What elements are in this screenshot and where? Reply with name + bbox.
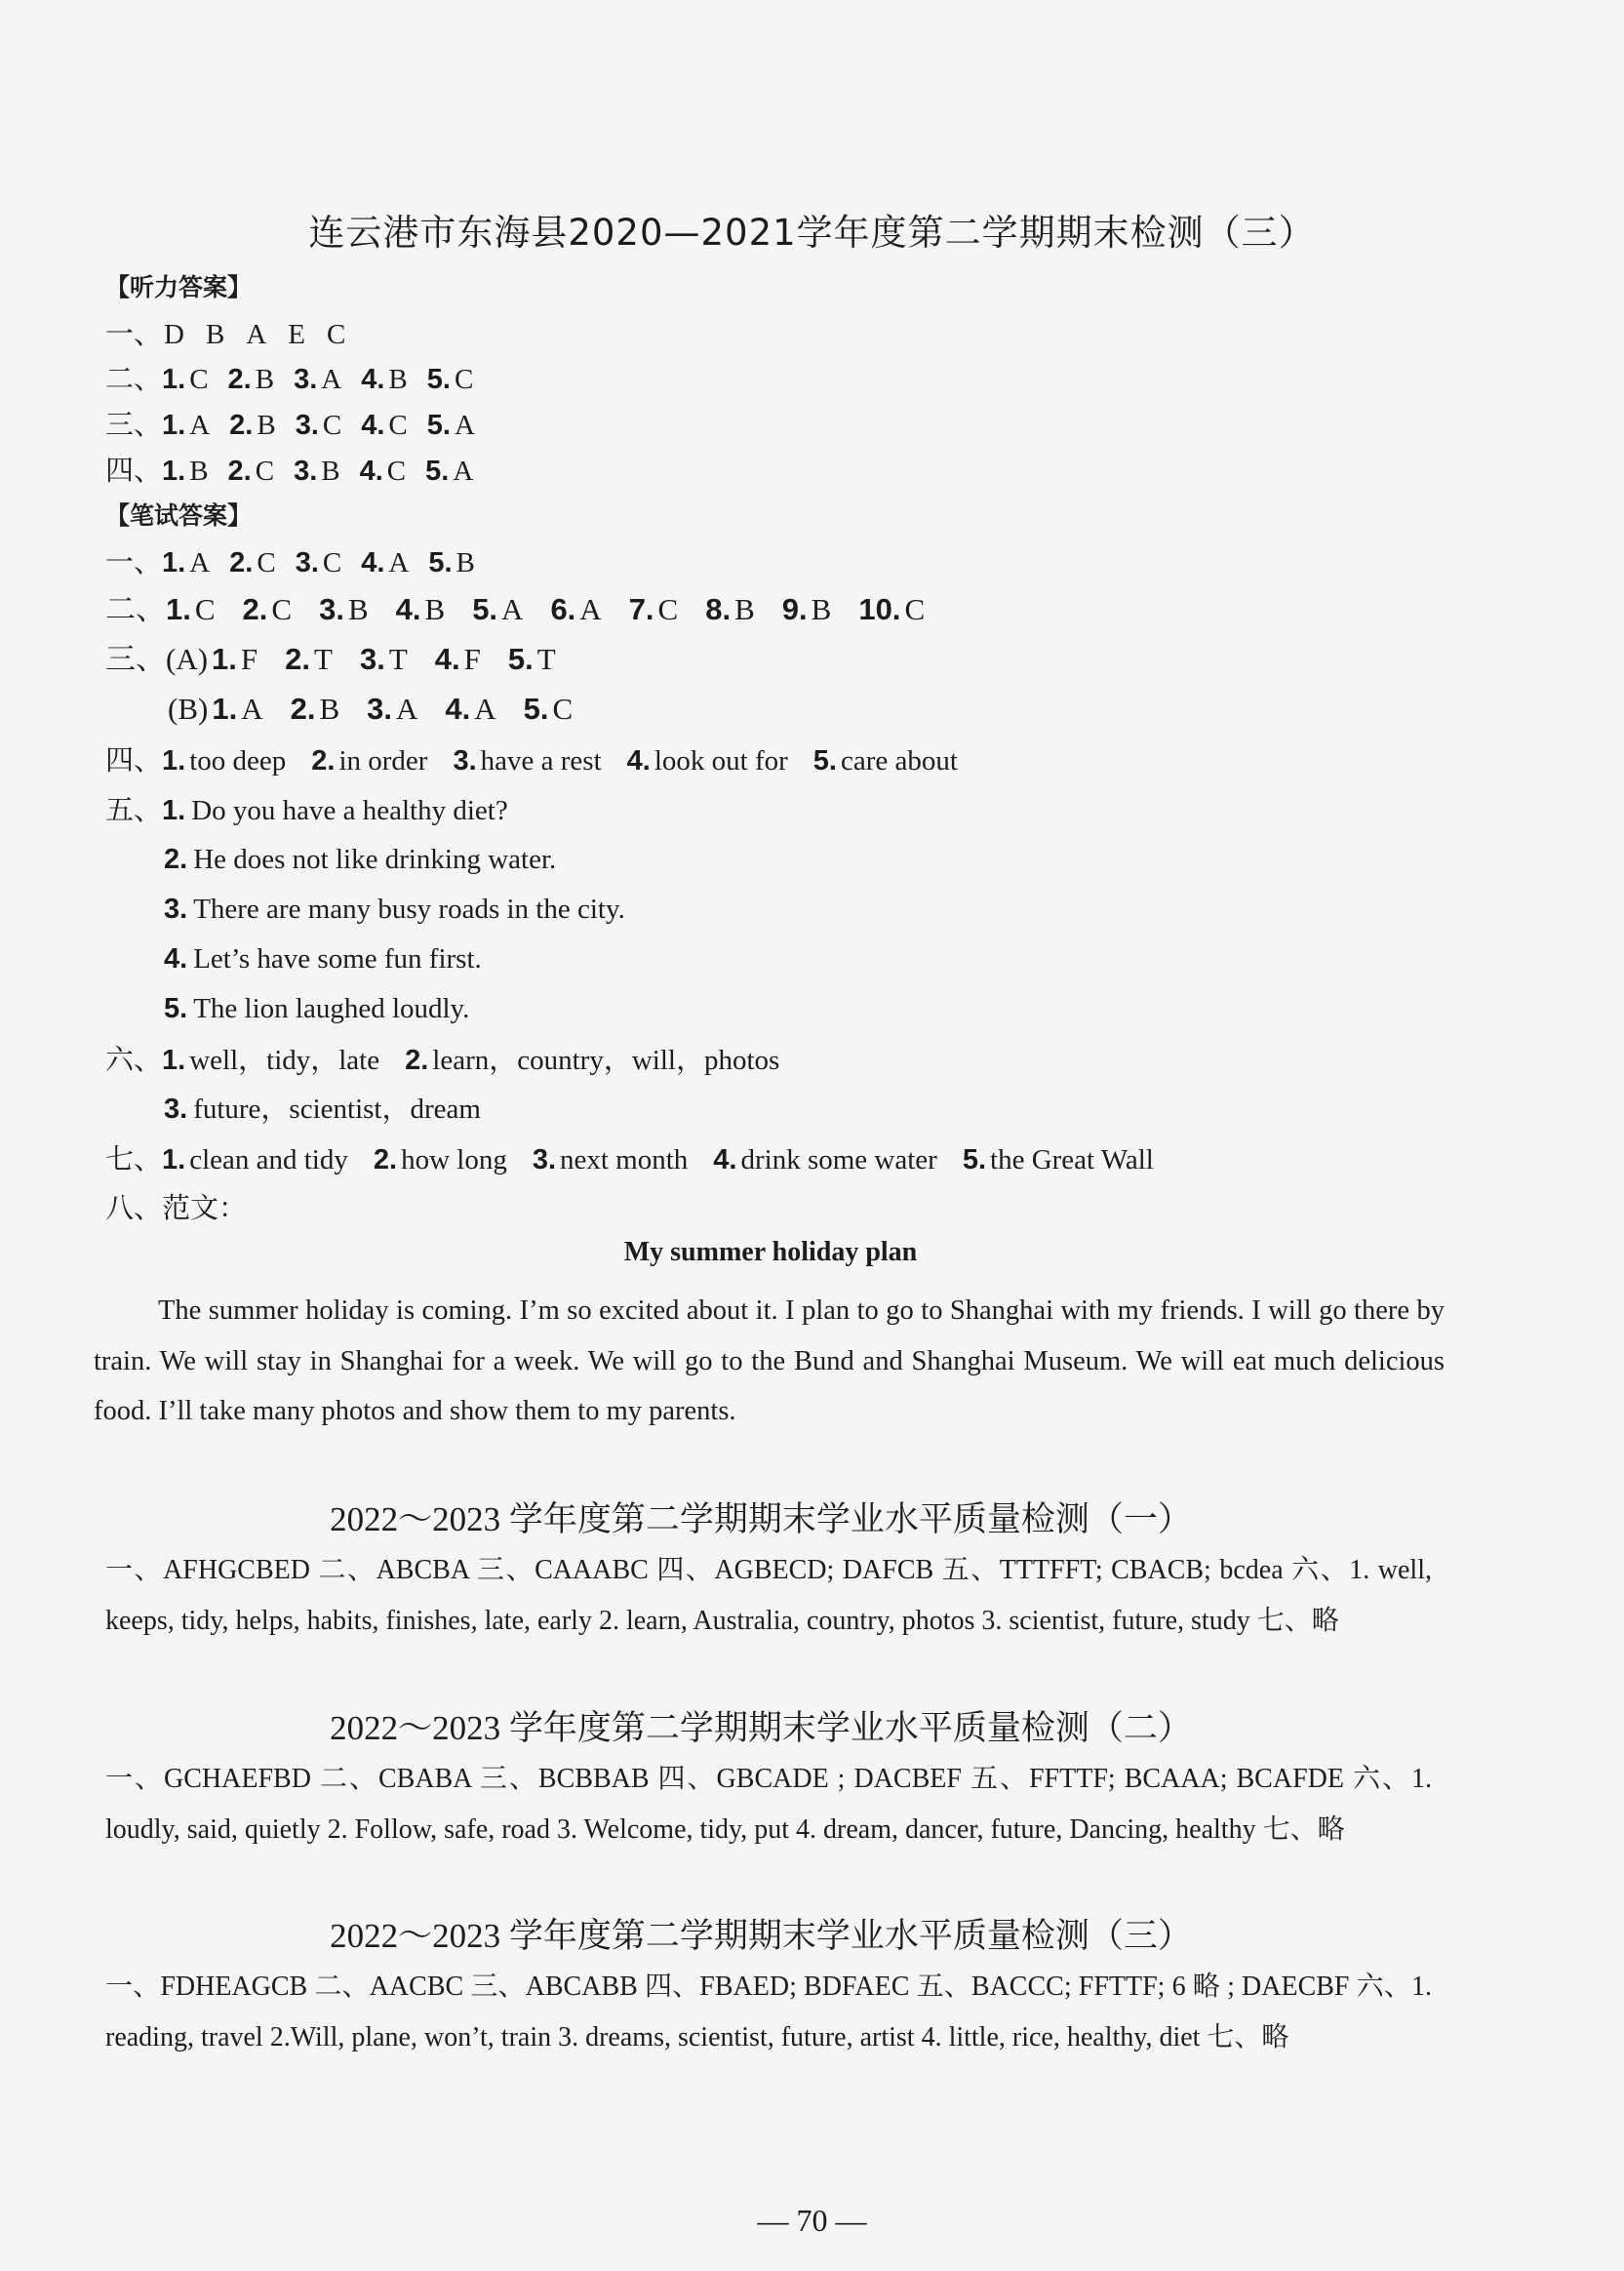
section-2-answers: 一、GCHAEFBD 二、CBABA 三、BCBBAB 四、GBCADE ; DACBEF 五、FFTTF; BCAAA; BCAFDE 六、1. loudly, said, quietly 2. Follow, safe, road 3. Welcome, tidy, put 4. dream, dancer, future, Dancing, healthy 七、略 bbox=[105, 1764, 1432, 1845]
written-q3b: (B) 1. A 2. B 3. A 4. A 5. C bbox=[168, 692, 574, 726]
written-q5-5: 5. The lion laughed loudly. bbox=[164, 993, 470, 1024]
written-q8-label: 八、范文： bbox=[105, 1191, 248, 1224]
written-q5-4: 4. Let’s have some fun first. bbox=[164, 943, 482, 975]
listening-q1: 一、D B A E C bbox=[105, 317, 346, 350]
section-3-answers: 一、FDHEAGCB 二、AACBC 三、ABCABB 四、FBAED; BDFAEC 五、BACCC; FFTTF; 6 略 ; DAECBF 六、1. reading, travel 2.Will, plane, won’t, train 3. dreams, scientist, future, artist 4. little, rice, healthy, diet 七、略 bbox=[105, 1972, 1432, 2052]
essay-body: The summer holiday is coming. I’m so excited about it. I plan to go to Shanghai with my friends. I will go there by train. We will stay in Shanghai for a week. We will go to the Bund and Shanghai Museum. We will eat much delicious food. I’ll take many photos and show them to my parents. bbox=[94, 1295, 1445, 1426]
written-q4: 四、1. too deep 2. in order 3. have a rest 4. look out for 5. care about bbox=[105, 743, 958, 777]
written-q7: 七、1. clean and tidy 2. how long 3. next month 4. drink some water 5. the Great Wall bbox=[105, 1142, 1154, 1175]
listening-q3: 三、1. A 2. B 3. C 4. C 5. A bbox=[105, 408, 475, 441]
listening-q2: 二、1. C 2. B 3. A 4. B 5. C bbox=[105, 362, 474, 395]
page-title: 连云港市东海县2020—2021学年度第二学期期末检测（三） bbox=[308, 212, 1316, 254]
section-1-answers: 一、AFHGCBED 二、ABCBA 三、CAAABC 四、AGBECD; DAFCB 五、TTTFFT; CBACB; bcdea 六、1. well, keeps, tidy, helps, habits, finishes, late, early 2. learn, Australia, country, photos 3. scientist, future, study 七、略 bbox=[105, 1555, 1432, 1636]
written-q5-3: 3. There are many busy roads in the city. bbox=[164, 894, 625, 925]
section-2-title: 2022～2023 学年度第二学期期末学业水平质量检测（二） bbox=[330, 1709, 1192, 1747]
written-q5-2: 2. He does not like drinking water. bbox=[164, 844, 557, 875]
written-heading: 【笔试答案】 bbox=[105, 501, 253, 530]
written-q2: 二、1. C 2. C 3. B 4. B 5. A 6. A 7. C 8. B 9. B 10. C bbox=[105, 592, 926, 627]
page-number: — 70 — bbox=[757, 2203, 867, 2238]
written-q3a: 三、(A) 1. F 2. T 3. T 4. F 5. T bbox=[105, 642, 556, 677]
listening-q4: 四、1. B 2. C 3. B 4. C 5. A bbox=[105, 454, 474, 487]
written-q6-line1: 六、1. well，tidy，late 2. learn，country，will，photos bbox=[105, 1043, 780, 1076]
essay-title: My summer holiday plan bbox=[623, 1237, 918, 1267]
written-q1: 一、1. A 2. C 3. C 4. A 5. B bbox=[105, 545, 475, 578]
listening-heading: 【听力答案】 bbox=[105, 273, 253, 301]
written-q6-line2: 3. future，scientist，dream bbox=[164, 1094, 481, 1125]
section-3-title: 2022～2023 学年度第二学期期末学业水平质量检测（三） bbox=[330, 1917, 1192, 1955]
section-1-title: 2022～2023 学年度第二学期期末学业水平质量检测（一） bbox=[330, 1500, 1192, 1538]
written-q5-1: 五、1. Do you have a healthy diet? bbox=[105, 793, 508, 826]
